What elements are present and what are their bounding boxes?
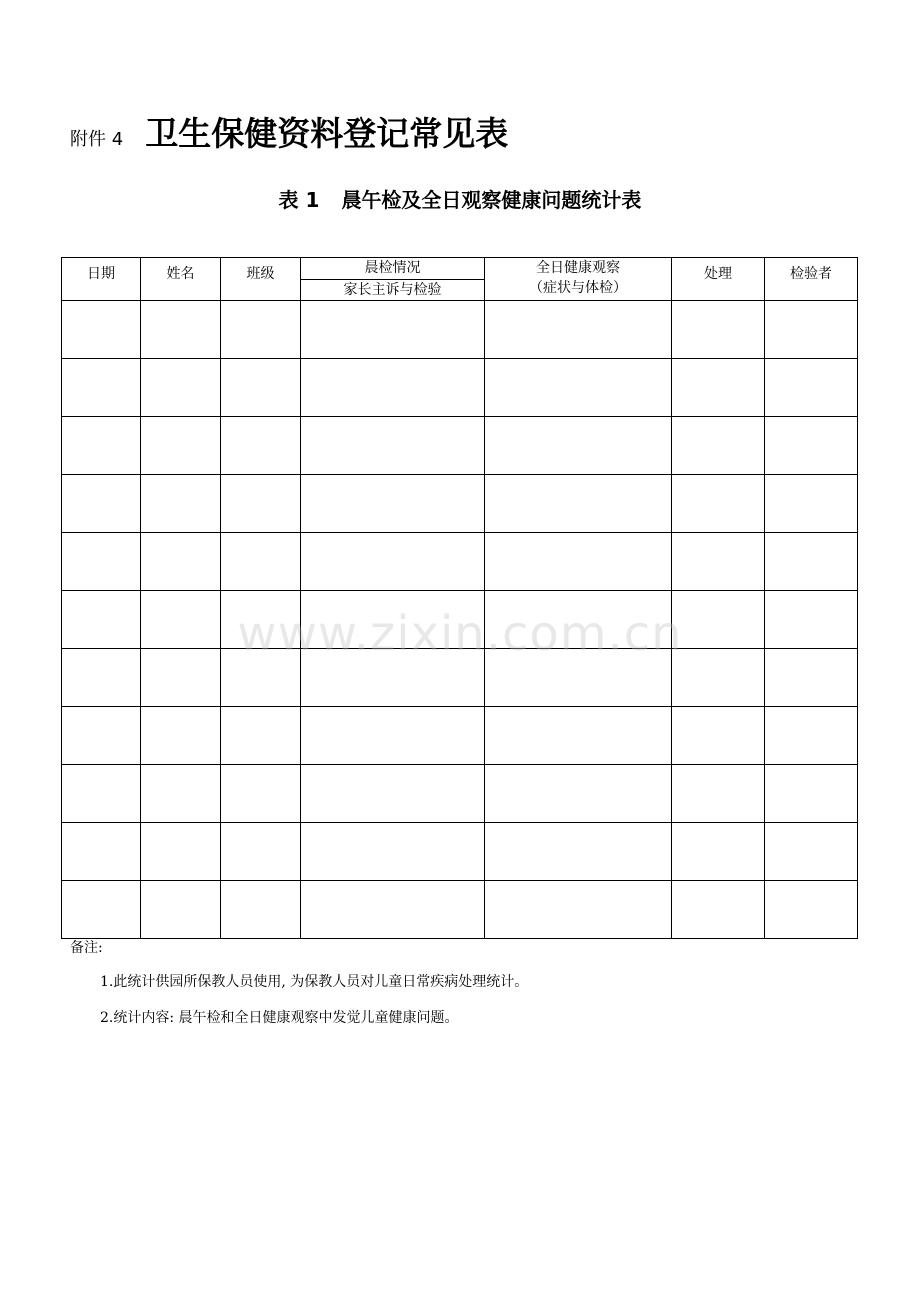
- table-row: [62, 881, 858, 939]
- header-date: 日期: [62, 258, 141, 301]
- header-morning-check: [301, 258, 485, 301]
- cell-class[interactable]: [221, 591, 301, 649]
- table-body: [62, 301, 858, 939]
- cell-inspector[interactable]: [765, 533, 858, 591]
- cell-day-observation[interactable]: [485, 417, 672, 475]
- cell-class[interactable]: [221, 765, 301, 823]
- document-title: 卫生保健资料登记常见表: [145, 114, 509, 153]
- cell-name[interactable]: [141, 417, 221, 475]
- table-row: [62, 533, 858, 591]
- cell-class[interactable]: [221, 417, 301, 475]
- cell-date[interactable]: [62, 649, 141, 707]
- watermark: www.zixin.com.cn: [237, 606, 683, 662]
- header-name: 姓名: [141, 258, 221, 301]
- cell-handling[interactable]: [672, 475, 765, 533]
- cell-parent-complaint[interactable]: [301, 881, 485, 939]
- cell-parent-complaint[interactable]: [301, 591, 485, 649]
- cell-parent-complaint[interactable]: [301, 417, 485, 475]
- cell-inspector[interactable]: [765, 475, 858, 533]
- cell-class[interactable]: [221, 881, 301, 939]
- cell-name[interactable]: [141, 591, 221, 649]
- cell-date[interactable]: [62, 417, 141, 475]
- cell-parent-complaint[interactable]: [301, 823, 485, 881]
- health-check-table: [61, 257, 858, 939]
- table-row: [62, 765, 858, 823]
- cell-inspector[interactable]: [765, 707, 858, 765]
- cell-inspector[interactable]: [765, 591, 858, 649]
- header-morning-check-label: 晨检情况: [301, 258, 484, 280]
- table-row: [62, 707, 858, 765]
- cell-name[interactable]: [141, 533, 221, 591]
- table-number: 表 1: [278, 188, 320, 212]
- cell-class[interactable]: [221, 707, 301, 765]
- cell-name[interactable]: [141, 475, 221, 533]
- cell-date[interactable]: [62, 707, 141, 765]
- cell-day-observation[interactable]: [485, 881, 672, 939]
- cell-inspector[interactable]: [765, 359, 858, 417]
- header-day-observation-sub: （症状与体检）: [529, 280, 627, 296]
- cell-date[interactable]: [62, 765, 141, 823]
- table-title: 晨午检及全日观察健康问题统计表: [341, 188, 642, 212]
- cell-name[interactable]: [141, 649, 221, 707]
- table-header-row: [62, 258, 858, 301]
- table-caption: [0, 184, 920, 213]
- cell-date[interactable]: [62, 591, 141, 649]
- cell-name[interactable]: [141, 359, 221, 417]
- cell-handling[interactable]: [672, 823, 765, 881]
- page-header: [70, 108, 508, 155]
- cell-handling[interactable]: [672, 359, 765, 417]
- header-inspector: 检验者: [765, 258, 858, 301]
- cell-parent-complaint[interactable]: [301, 359, 485, 417]
- table-row: [62, 649, 858, 707]
- cell-name[interactable]: [141, 881, 221, 939]
- header-class: 班级: [221, 258, 301, 301]
- cell-day-observation[interactable]: [485, 649, 672, 707]
- cell-handling[interactable]: [672, 765, 765, 823]
- cell-day-observation[interactable]: [485, 533, 672, 591]
- cell-day-observation[interactable]: [485, 359, 672, 417]
- cell-date[interactable]: [62, 359, 141, 417]
- cell-date[interactable]: [62, 301, 141, 359]
- cell-day-observation[interactable]: [485, 475, 672, 533]
- cell-inspector[interactable]: [765, 765, 858, 823]
- cell-inspector[interactable]: [765, 417, 858, 475]
- note-item: 1.此统计供园所保教人员使用, 为保教人员对儿童日常疾病处理统计。: [100, 974, 529, 990]
- cell-handling[interactable]: [672, 649, 765, 707]
- notes-label: 备注:: [70, 940, 103, 956]
- cell-day-observation[interactable]: [485, 301, 672, 359]
- cell-parent-complaint[interactable]: [301, 649, 485, 707]
- cell-class[interactable]: [221, 823, 301, 881]
- cell-day-observation[interactable]: [485, 707, 672, 765]
- cell-day-observation[interactable]: [485, 591, 672, 649]
- table-row: [62, 591, 858, 649]
- table-row: [62, 359, 858, 417]
- header-day-observation: [485, 258, 672, 301]
- cell-handling[interactable]: [672, 417, 765, 475]
- table-row: [62, 475, 858, 533]
- cell-day-observation[interactable]: [485, 765, 672, 823]
- table-row: [62, 823, 858, 881]
- cell-parent-complaint[interactable]: [301, 765, 485, 823]
- cell-inspector[interactable]: [765, 649, 858, 707]
- cell-handling[interactable]: [672, 591, 765, 649]
- cell-name[interactable]: [141, 301, 221, 359]
- cell-inspector[interactable]: [765, 301, 858, 359]
- cell-class[interactable]: [221, 649, 301, 707]
- cell-handling[interactable]: [672, 533, 765, 591]
- cell-date[interactable]: [62, 533, 141, 591]
- cell-class[interactable]: [221, 359, 301, 417]
- cell-date[interactable]: [62, 475, 141, 533]
- cell-date[interactable]: [62, 823, 141, 881]
- cell-class[interactable]: [221, 475, 301, 533]
- cell-inspector[interactable]: [765, 881, 858, 939]
- cell-parent-complaint[interactable]: [301, 301, 485, 359]
- header-parent-complaint-label: 家长主诉与检验: [343, 282, 442, 298]
- cell-handling[interactable]: [672, 881, 765, 939]
- cell-handling[interactable]: [672, 301, 765, 359]
- cell-parent-complaint[interactable]: [301, 533, 485, 591]
- annex-label: 附件 4: [70, 129, 124, 150]
- cell-handling[interactable]: [672, 707, 765, 765]
- cell-parent-complaint[interactable]: [301, 707, 485, 765]
- cell-name[interactable]: [141, 707, 221, 765]
- cell-class[interactable]: [221, 301, 301, 359]
- notes-section: [70, 938, 529, 1026]
- cell-class[interactable]: [221, 533, 301, 591]
- cell-name[interactable]: [141, 823, 221, 881]
- cell-day-observation[interactable]: [485, 823, 672, 881]
- note-item: 2.统计内容: 晨午检和全日健康观察中发觉儿童健康问题。: [100, 1010, 459, 1026]
- header-handling: 处理: [672, 258, 765, 301]
- header-day-observation-label: 全日健康观察: [536, 260, 620, 276]
- cell-inspector[interactable]: [765, 823, 858, 881]
- table-row: [62, 301, 858, 359]
- cell-name[interactable]: [141, 765, 221, 823]
- cell-date[interactable]: [62, 881, 141, 939]
- cell-parent-complaint[interactable]: [301, 475, 485, 533]
- table-row: [62, 417, 858, 475]
